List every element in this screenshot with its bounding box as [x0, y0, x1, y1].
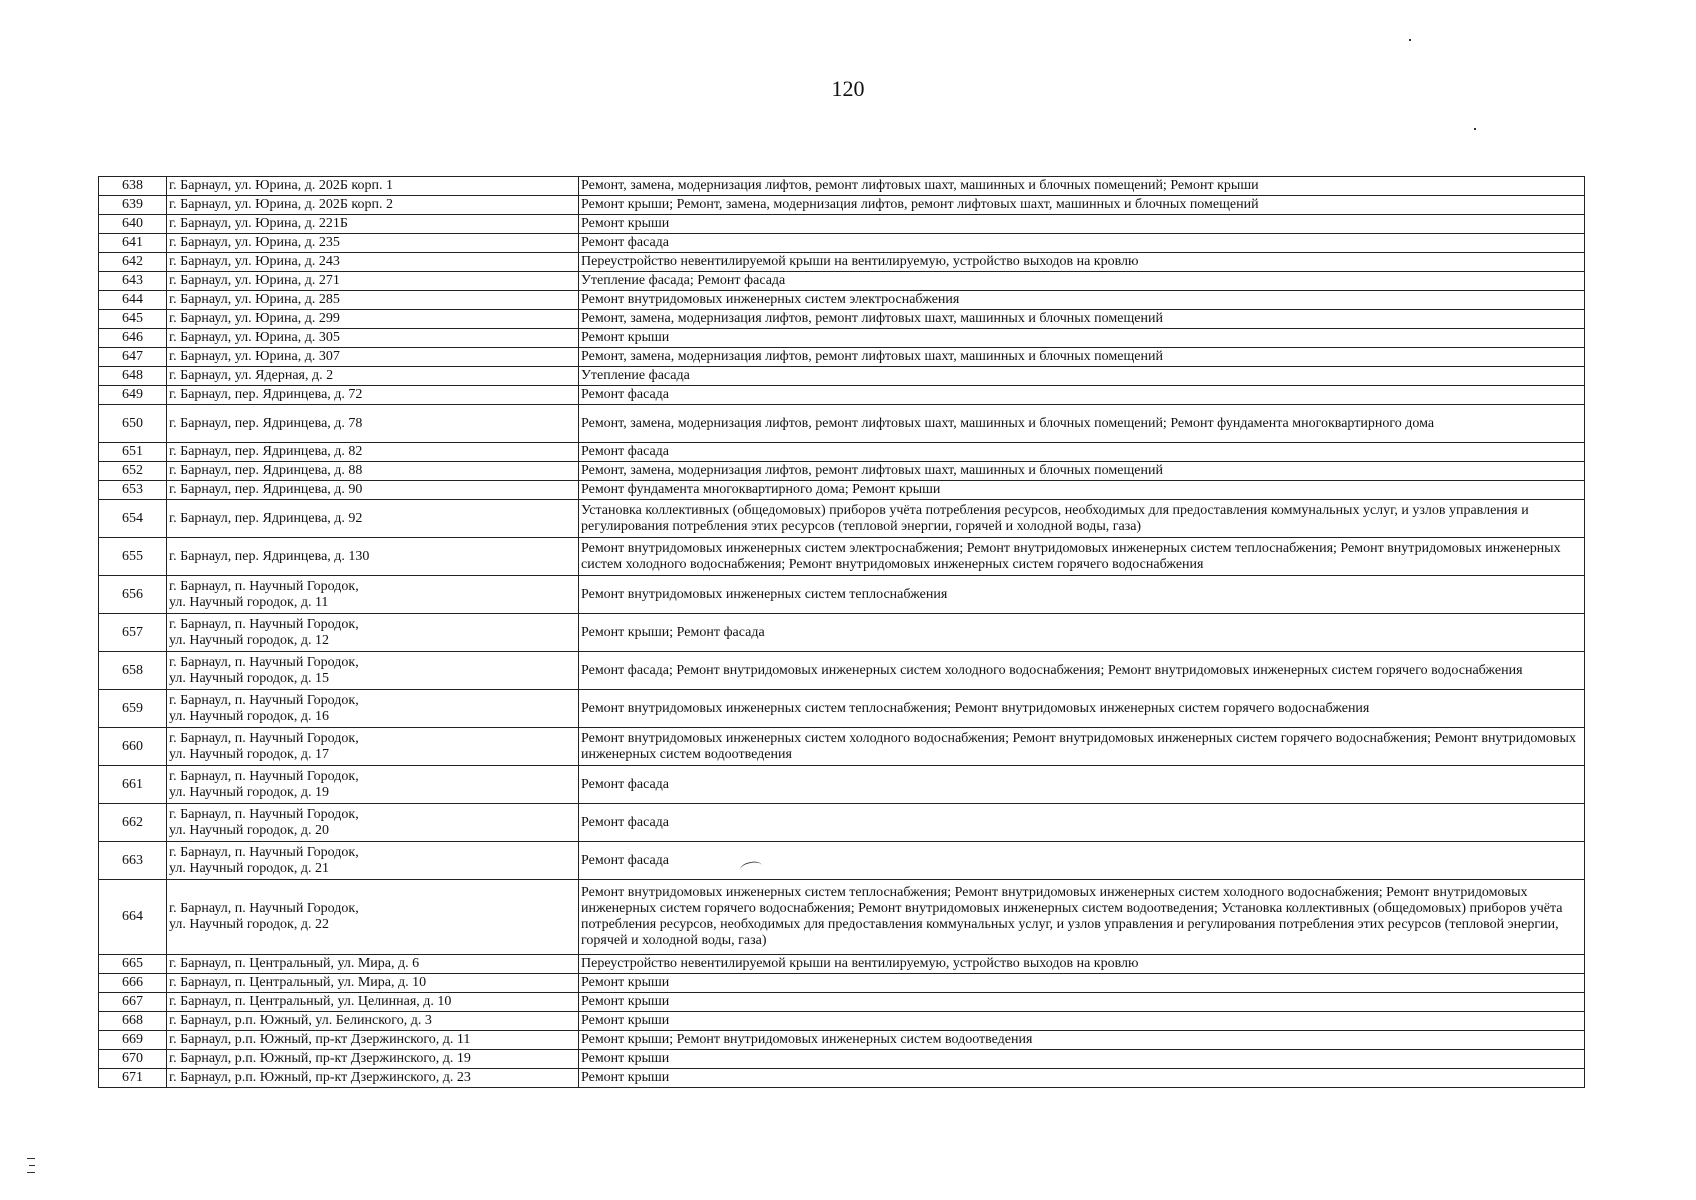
table-row — [99, 481, 1585, 500]
row-works: Ремонт внутридомовых инженерных систем холодного водоснабжения; Ремонт внутридомовых инженерных систем горячего водоснабжения; Ремонт внутридомовых инженерных систем водоотведения — [579, 728, 1585, 766]
page-number: 120 — [831, 76, 865, 101]
row-number: 652 — [99, 462, 167, 481]
row-works: Ремонт крыши — [579, 974, 1585, 993]
row-works: Ремонт фасада — [579, 234, 1585, 253]
row-works: Ремонт крыши; Ремонт внутридомовых инженерных систем водоотведения — [579, 1031, 1585, 1050]
row-works: Ремонт фасада — [579, 386, 1585, 405]
row-number: 668 — [99, 1012, 167, 1031]
row-address: г. Барнаул, ул. Ядерная, д. 2 — [167, 367, 579, 386]
row-address: г. Барнаул, ул. Юрина, д. 202Б корп. 1 — [167, 177, 579, 196]
row-works: Ремонт фасада; Ремонт внутридомовых инженерных систем холодного водоснабжения; Ремонт внутридомовых инженерных систем горячего водоснабжения — [579, 652, 1585, 690]
table-row — [99, 348, 1585, 367]
table-row — [99, 253, 1585, 272]
row-address: г. Барнаул, ул. Юрина, д. 285 — [167, 291, 579, 310]
row-address: г. Барнаул, п. Научный Городок, ул. Научный городок, д. 17 — [167, 728, 579, 766]
row-works: Ремонт крыши — [579, 1050, 1585, 1069]
table-row — [99, 443, 1585, 462]
row-number: 657 — [99, 614, 167, 652]
table-row — [99, 955, 1585, 974]
row-works: Ремонт крыши; Ремонт, замена, модернизация лифтов, ремонт лифтовых шахт, машинных и блочных помещений — [579, 196, 1585, 215]
row-works: Ремонт внутридомовых инженерных систем теплоснабжения — [579, 576, 1585, 614]
row-address: г. Барнаул, пер. Ядринцева, д. 78 — [167, 405, 579, 443]
row-address: г. Барнаул, ул. Юрина, д. 307 — [167, 348, 579, 367]
row-number: 638 — [99, 177, 167, 196]
row-address: г. Барнаул, п. Научный Городок, ул. Научный городок, д. 12 — [167, 614, 579, 652]
row-number: 655 — [99, 538, 167, 576]
row-number: 667 — [99, 993, 167, 1012]
row-works: Ремонт фасада — [579, 804, 1585, 842]
row-address: г. Барнаул, ул. Юрина, д. 299 — [167, 310, 579, 329]
row-address: г. Барнаул, пер. Ядринцева, д. 92 — [167, 500, 579, 538]
row-number: 653 — [99, 481, 167, 500]
row-number: 644 — [99, 291, 167, 310]
row-works: Ремонт крыши; Ремонт фасада — [579, 614, 1585, 652]
table-row — [99, 880, 1585, 955]
row-number: 641 — [99, 234, 167, 253]
row-number: 660 — [99, 728, 167, 766]
table-row — [99, 1050, 1585, 1069]
row-address: г. Барнаул, пер. Ядринцева, д. 72 — [167, 386, 579, 405]
row-address: г. Барнаул, п. Научный Городок, ул. Научный городок, д. 16 — [167, 690, 579, 728]
table-row — [99, 367, 1585, 386]
row-number: 662 — [99, 804, 167, 842]
row-works: Утепление фасада — [579, 367, 1585, 386]
row-address: г. Барнаул, п. Центральный, ул. Мира, д. 6 — [167, 955, 579, 974]
row-works: Ремонт крыши — [579, 329, 1585, 348]
row-works: Ремонт крыши — [579, 215, 1585, 234]
row-number: 656 — [99, 576, 167, 614]
row-number: 642 — [99, 253, 167, 272]
table-row — [99, 842, 1585, 880]
row-address: г. Барнаул, п. Научный Городок, ул. Научный городок, д. 20 — [167, 804, 579, 842]
row-address: г. Барнаул, р.п. Южный, пр-кт Дзержинского, д. 11 — [167, 1031, 579, 1050]
row-number: 640 — [99, 215, 167, 234]
row-works: Ремонт, замена, модернизация лифтов, ремонт лифтовых шахт, машинных и блочных помещений — [579, 348, 1585, 367]
table-row — [99, 234, 1585, 253]
row-address: г. Барнаул, п. Научный Городок, ул. Научный городок, д. 15 — [167, 652, 579, 690]
row-address: г. Барнаул, ул. Юрина, д. 235 — [167, 234, 579, 253]
table-row — [99, 329, 1585, 348]
row-works: Ремонт, замена, модернизация лифтов, ремонт лифтовых шахт, машинных и блочных помещений — [579, 462, 1585, 481]
row-number: 643 — [99, 272, 167, 291]
row-number: 658 — [99, 652, 167, 690]
row-number: 645 — [99, 310, 167, 329]
row-number: 665 — [99, 955, 167, 974]
row-address: г. Барнаул, п. Научный Городок, ул. Научный городок, д. 22 — [167, 880, 579, 955]
row-address: г. Барнаул, р.п. Южный, пр-кт Дзержинского, д. 23 — [167, 1069, 579, 1088]
row-address: г. Барнаул, п. Центральный, ул. Целинная, д. 10 — [167, 993, 579, 1012]
table-row — [99, 728, 1585, 766]
table-row — [99, 766, 1585, 804]
table-row — [99, 462, 1585, 481]
row-works: Ремонт внутридомовых инженерных систем электроснабжения; Ремонт внутридомовых инженерных систем теплоснабжения; Ремонт внутридомовых инженерных систем холодного водоснабжения; Ремонт внутридомовых инженерных систем горячего водоснабжения — [579, 538, 1585, 576]
row-number: 639 — [99, 196, 167, 215]
row-works: Ремонт, замена, модернизация лифтов, ремонт лифтовых шахт, машинных и блочных помещений; Ремонт крыши — [579, 177, 1585, 196]
row-works: Ремонт фасада — [579, 443, 1585, 462]
row-works: Ремонт внутридомовых инженерных систем теплоснабжения; Ремонт внутридомовых инженерных систем горячего водоснабжения — [579, 690, 1585, 728]
repair-registry-table — [98, 176, 1585, 1088]
table-row — [99, 291, 1585, 310]
row-address: г. Барнаул, ул. Юрина, д. 202Б корп. 2 — [167, 196, 579, 215]
table-row — [99, 1031, 1585, 1050]
row-address: г. Барнаул, ул. Юрина, д. 221Б — [167, 215, 579, 234]
scan-speck — [27, 1158, 35, 1159]
row-number: 647 — [99, 348, 167, 367]
row-number: 659 — [99, 690, 167, 728]
registry-body — [99, 177, 1585, 1088]
row-works: Ремонт фундамента многоквартирного дома; Ремонт крыши — [579, 481, 1585, 500]
row-works: Утепление фасада; Ремонт фасада — [579, 272, 1585, 291]
row-address: г. Барнаул, п. Научный Городок, ул. Научный городок, д. 11 — [167, 576, 579, 614]
table-row — [99, 196, 1585, 215]
row-number: 654 — [99, 500, 167, 538]
table-row — [99, 310, 1585, 329]
table-row — [99, 386, 1585, 405]
table-row — [99, 272, 1585, 291]
table-row — [99, 500, 1585, 538]
row-address: г. Барнаул, ул. Юрина, д. 305 — [167, 329, 579, 348]
row-number: 650 — [99, 405, 167, 443]
row-works: Ремонт внутридомовых инженерных систем теплоснабжения; Ремонт внутридомовых инженерных систем холодного водоснабжения; Ремонт внутридомовых инженерных систем горячего водоснабжения; Ремонт внутридомовых инженерных систем водоотведения; Установка коллективных (общедомовых) приборов учёта потребления ресурсов, необходимых для предоставления коммунальных услуг, и узлов управления и регулирования потребления этих ресурсов (тепловой энергии, горячей и холодной воды, газа) — [579, 880, 1585, 955]
row-works: Переустройство невентилируемой крыши на вентилируемую, устройство выходов на кровлю — [579, 253, 1585, 272]
row-address: г. Барнаул, п. Центральный, ул. Мира, д. 10 — [167, 974, 579, 993]
table-row — [99, 1069, 1585, 1088]
row-works: Ремонт, замена, модернизация лифтов, ремонт лифтовых шахт, машинных и блочных помещений — [579, 310, 1585, 329]
scan-speck — [1474, 128, 1476, 130]
row-works: Ремонт, замена, модернизация лифтов, ремонт лифтовых шахт, машинных и блочных помещений; Ремонт фундамента многоквартирного дома — [579, 405, 1585, 443]
row-number: 666 — [99, 974, 167, 993]
row-address: г. Барнаул, п. Научный Городок, ул. Научный городок, д. 21 — [167, 842, 579, 880]
table-row — [99, 215, 1585, 234]
table-row — [99, 614, 1585, 652]
row-number: 649 — [99, 386, 167, 405]
table-row — [99, 804, 1585, 842]
table-row — [99, 1012, 1585, 1031]
row-works: Переустройство невентилируемой крыши на вентилируемую, устройство выходов на кровлю — [579, 955, 1585, 974]
row-address: г. Барнаул, пер. Ядринцева, д. 130 — [167, 538, 579, 576]
row-works: Ремонт крыши — [579, 993, 1585, 1012]
scan-speck — [1409, 39, 1411, 41]
row-works: Ремонт фасада — [579, 842, 1585, 880]
row-number: 651 — [99, 443, 167, 462]
row-works: Ремонт фасада — [579, 766, 1585, 804]
row-works: Установка коллективных (общедомовых) приборов учёта потребления ресурсов, необходимых для предоставления коммунальных услуг, и узлов управления и регулирования потребления этих ресурсов (тепловой энергии, горячей и холодной воды, газа) — [579, 500, 1585, 538]
row-number: 670 — [99, 1050, 167, 1069]
row-works: Ремонт крыши — [579, 1069, 1585, 1088]
table-row — [99, 576, 1585, 614]
row-address: г. Барнаул, пер. Ядринцева, д. 88 — [167, 462, 579, 481]
row-address: г. Барнаул, пер. Ядринцева, д. 82 — [167, 443, 579, 462]
row-address: г. Барнаул, р.п. Южный, ул. Белинского, д. 3 — [167, 1012, 579, 1031]
row-number: 648 — [99, 367, 167, 386]
row-works: Ремонт внутридомовых инженерных систем электроснабжения — [579, 291, 1585, 310]
row-number: 669 — [99, 1031, 167, 1050]
row-number: 661 — [99, 766, 167, 804]
row-number: 664 — [99, 880, 167, 955]
row-address: г. Барнаул, р.п. Южный, пр-кт Дзержинского, д. 19 — [167, 1050, 579, 1069]
row-number: 663 — [99, 842, 167, 880]
row-address: г. Барнаул, ул. Юрина, д. 243 — [167, 253, 579, 272]
table-row — [99, 177, 1585, 196]
table-row — [99, 974, 1585, 993]
scan-speck — [27, 1172, 35, 1173]
row-number: 646 — [99, 329, 167, 348]
table-row — [99, 538, 1585, 576]
table-row — [99, 993, 1585, 1012]
row-number: 671 — [99, 1069, 167, 1088]
table-row — [99, 690, 1585, 728]
row-address: г. Барнаул, пер. Ядринцева, д. 90 — [167, 481, 579, 500]
table-row — [99, 405, 1585, 443]
scan-speck — [29, 1165, 35, 1166]
row-works: Ремонт крыши — [579, 1012, 1585, 1031]
row-address: г. Барнаул, п. Научный Городок, ул. Научный городок, д. 19 — [167, 766, 579, 804]
table-row — [99, 652, 1585, 690]
row-address: г. Барнаул, ул. Юрина, д. 271 — [167, 272, 579, 291]
